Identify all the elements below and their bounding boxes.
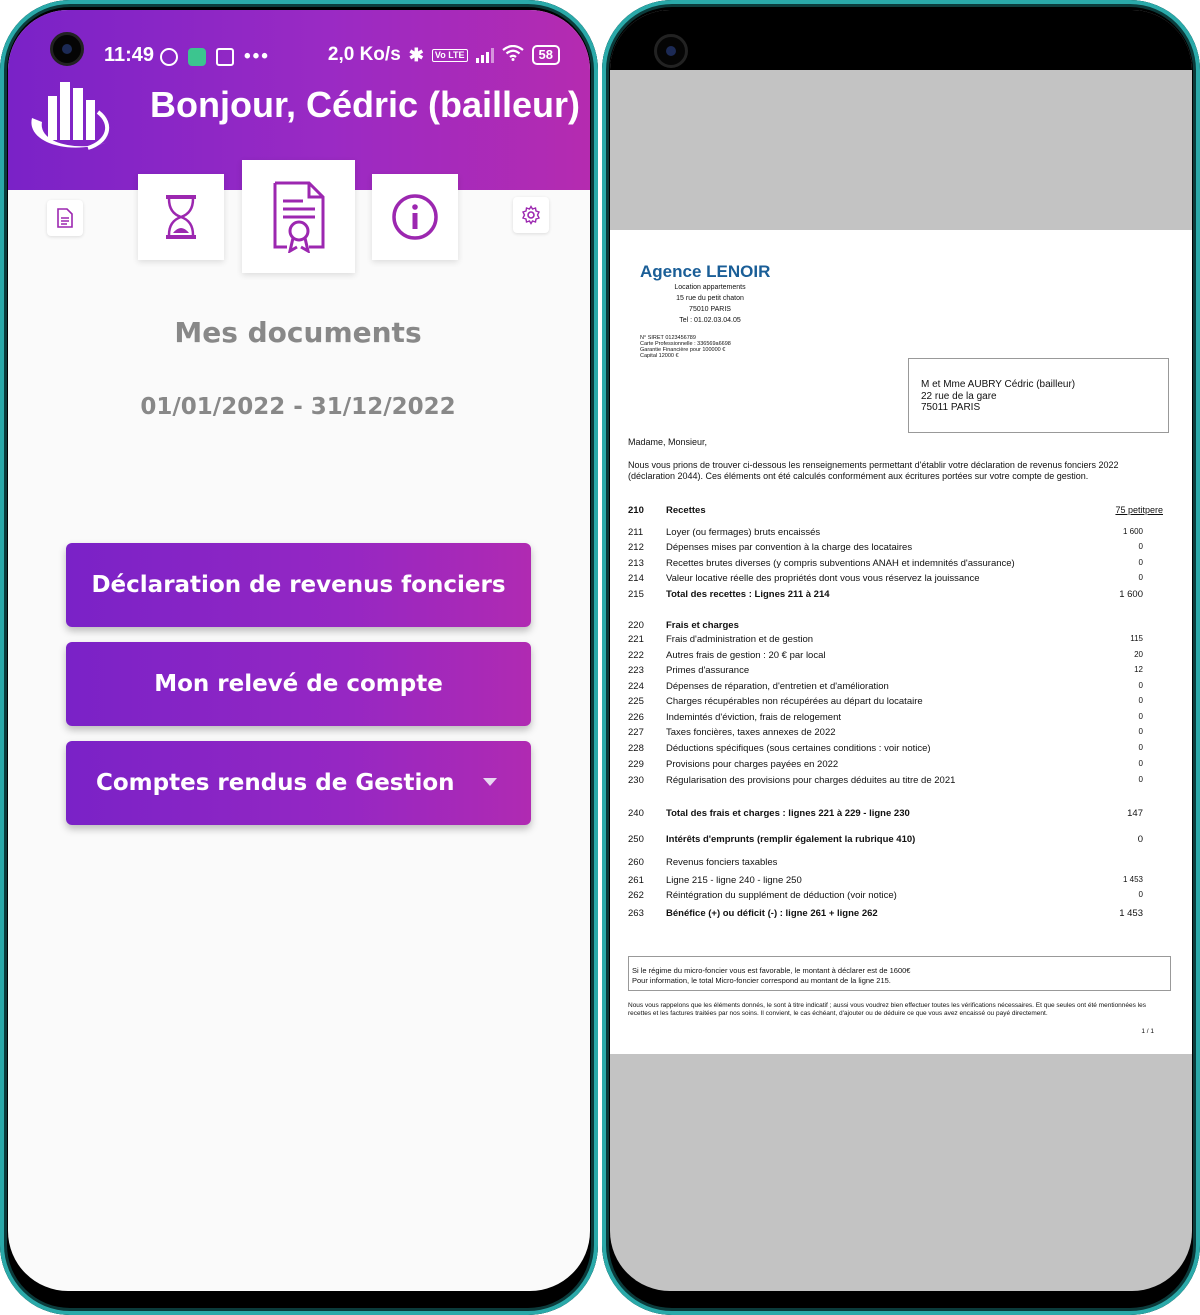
row-value: 0 <box>1138 573 1143 582</box>
recipient-street: 22 rue de la gare <box>921 390 997 402</box>
row-value: 12 <box>1134 665 1143 674</box>
row-value: 0 <box>1138 696 1143 705</box>
row-label: Régularisation des provisions pour charges déduites au titre de 2021 <box>666 775 956 786</box>
table-row <box>628 743 1143 757</box>
table-row <box>628 727 1143 741</box>
row-label: Loyer (ou fermages) bruts encaissés <box>666 527 821 538</box>
agency-city: 75010 PARIS <box>689 306 731 313</box>
row-label: Dépenses de réparation, d'entretien et d'amélioration <box>666 681 889 692</box>
date-range: 01/01/2022 - 31/12/2022 <box>140 394 456 420</box>
pdf-page[interactable] <box>610 230 1192 1054</box>
agency-street: 15 rue du petit chaton <box>676 295 744 302</box>
agency-carte: Carte Professionnelle : 336569a6698 <box>640 341 731 347</box>
info-icon <box>391 193 439 241</box>
table-row <box>628 573 1143 587</box>
row-number: 226 <box>628 712 644 723</box>
chevron-down-icon <box>483 778 497 786</box>
row-number: 250 <box>628 834 644 845</box>
table-row <box>628 650 1143 664</box>
row-label: Bénéfice (+) ou déficit (-) : ligne 261 + ligne 262 <box>666 908 878 919</box>
hourglass-icon <box>164 193 198 241</box>
table-row <box>628 527 1143 541</box>
agency-name: Agence LENOIR <box>640 262 771 281</box>
app-notification-icon <box>188 48 206 66</box>
bluetooth-icon: ✱ <box>408 44 424 65</box>
table-row <box>628 808 1143 822</box>
row-number: 260 <box>628 857 644 868</box>
row-label: Total des frais et charges : lignes 221 à 229 - ligne 230 <box>666 808 910 819</box>
front-camera <box>654 34 688 68</box>
table-row <box>628 634 1143 648</box>
left-phone <box>0 0 598 1315</box>
row-label: Déductions spécifiques (sous certaines conditions : voir notice) <box>666 743 931 754</box>
row-label: Dépenses mises par convention à la charge des locataires <box>666 542 913 553</box>
row-value: 0 <box>1138 542 1143 551</box>
property-label: 75 petitpere <box>1115 505 1163 515</box>
volte-icon: Vo LTE <box>432 49 468 62</box>
table-row <box>628 681 1143 695</box>
status-bar <box>8 40 590 72</box>
row-value: 0 <box>1138 743 1143 752</box>
row-label: Total des recettes : Lignes 211 à 214 <box>666 589 830 600</box>
table-row <box>628 890 1143 904</box>
row-label: Provisions pour charges payées en 2022 <box>666 759 839 770</box>
app-logo <box>28 72 112 158</box>
footer-disclaimer: Nous vous rappelons que les éléments donnés, le sont à titre indicatif ; aussi vous voudrez bien effectuer toutes les vérifications nécessaires. Et que seules ont été mentionnées les recettes et les factures traitées par nos soins. Il convient, le cas échéant, d'ajouter ou de déduire ce que vous avez encaissé ou payé directement. <box>628 1002 1147 1017</box>
tab-document[interactable] <box>47 200 83 236</box>
row-number: 261 <box>628 875 644 886</box>
table-row <box>628 775 1143 789</box>
row-number: 225 <box>628 696 644 707</box>
row-number: 263 <box>628 908 644 919</box>
table-row <box>628 620 1143 634</box>
row-number: 221 <box>628 634 644 645</box>
recipient-city: 75011 PARIS <box>921 402 981 413</box>
row-number: 211 <box>628 527 644 538</box>
row-label: Charges récupérables non récupérées au départ du locataire <box>666 696 923 707</box>
salutation: Madame, Monsieur, <box>628 437 708 447</box>
document-icon <box>57 208 73 228</box>
table-row <box>628 875 1143 889</box>
shield-icon <box>216 48 234 66</box>
row-value: 1 600 <box>1119 589 1143 600</box>
row-number: 224 <box>628 681 644 692</box>
signal-icon <box>476 47 494 63</box>
row-label: Recettes brutes diverses (y compris subventions ANAH et indemnités d'assurance) <box>666 558 1015 569</box>
table-row <box>628 589 1143 603</box>
table-row <box>628 857 1143 871</box>
row-number: 262 <box>628 890 644 901</box>
row-value: 115 <box>1130 634 1143 643</box>
row-value: 0 <box>1137 834 1143 845</box>
table-row <box>628 696 1143 710</box>
battery-icon: 58 <box>532 45 560 65</box>
status-right <box>328 44 560 66</box>
row-number: 240 <box>628 808 644 819</box>
table-row <box>628 759 1143 773</box>
agency-siret: N° SIRET 0123456789 <box>640 335 696 341</box>
row-value: 0 <box>1138 727 1143 736</box>
row-value: 20 <box>1134 650 1143 659</box>
recipient-address <box>908 358 1169 433</box>
row-value: 0 <box>1138 759 1143 768</box>
row-value: 0 <box>1138 890 1143 899</box>
declaration-label: Déclaration de revenus fonciers <box>91 572 506 598</box>
row-label: Réintégration du supplément de déduction (voir notice) <box>666 890 897 901</box>
row-number: 215 <box>628 589 644 600</box>
row-number: 228 <box>628 743 644 754</box>
agency-tel: Tel : 01.02.03.04.05 <box>679 317 741 324</box>
row-label: Frais d'administration et de gestion <box>666 634 814 645</box>
row-value: 0 <box>1138 558 1143 567</box>
row-number: 229 <box>628 759 644 770</box>
micro-foncier-note <box>628 956 1171 991</box>
status-area <box>610 10 1192 70</box>
row-value: 147 <box>1127 808 1143 819</box>
app-screen <box>8 10 590 1291</box>
row-label: Valeur locative réelle des propriétés dont vous vous réservez la jouissance <box>666 573 980 584</box>
whatsapp-icon <box>160 48 178 66</box>
note-line-1: Si le régime du micro-foncier vous est favorable, le montant à déclarer est de 1600€ <box>632 966 911 975</box>
tab-settings[interactable] <box>513 197 549 233</box>
more-notifications-icon: ••• <box>244 46 270 67</box>
status-time: 11:49 <box>104 44 155 66</box>
table-row: 210 Recettes 75 petitpere <box>628 505 1163 516</box>
gear-icon <box>521 205 541 225</box>
table-row <box>628 542 1143 556</box>
declaration-button[interactable] <box>66 543 531 627</box>
pdf-viewer-screen <box>610 10 1192 1291</box>
row-label: Frais et charges <box>666 620 739 631</box>
row-label: Primes d'assurance <box>666 665 750 676</box>
tab-info[interactable] <box>372 174 458 260</box>
table-row <box>628 908 1143 922</box>
network-speed: 2,0 Ko/s <box>327 44 401 65</box>
comptes-rendus-button[interactable] <box>66 741 531 825</box>
row-number: 213 <box>628 558 644 569</box>
row-number: 230 <box>628 775 644 786</box>
row-value: 0 <box>1138 681 1143 690</box>
page-title: Mes documents <box>174 316 422 349</box>
row-label: Taxes foncières, taxes annexes de 2022 <box>666 727 836 738</box>
right-phone <box>602 0 1200 1315</box>
row-label: Autres frais de gestion : 20 € par local <box>666 650 826 661</box>
table-row <box>628 665 1143 679</box>
agency-garantie: Garantie Financière pour 100000 € <box>640 347 726 353</box>
row-number: 223 <box>628 665 644 676</box>
row-label: Revenus fonciers taxables <box>666 857 778 868</box>
row-label: Indemintés d'éviction, frais de relogement <box>666 712 842 723</box>
certificate-icon <box>273 181 325 253</box>
note-line-2: Pour information, le total Micro-foncier correspond au montant de la ligne 215. <box>632 975 891 985</box>
table-row <box>628 712 1143 726</box>
tab-documents[interactable] <box>242 160 355 273</box>
greeting-title: Bonjour, Cédric (bailleur) <box>150 84 581 125</box>
recipient-name: M et Mme AUBRY Cédric (bailleur) <box>921 379 1076 390</box>
row-value: 0 <box>1138 712 1143 721</box>
row-label: Intérêts d'emprunts (remplir également la rubrique 410) <box>666 834 916 845</box>
page-number: 1 / 1 <box>1141 1028 1154 1035</box>
wifi-icon <box>502 45 524 66</box>
row-value: 1 600 <box>1122 527 1143 536</box>
row-number: 222 <box>628 650 644 661</box>
releve-button[interactable] <box>66 642 531 726</box>
tab-pending[interactable] <box>138 174 224 260</box>
intro-paragraph: Nous vous prions de trouver ci-dessous les renseignements permettant d'établir votre déclaration de revenus fonciers 2022 (déclaration 2044). Ces éléments ont été calculés conformément aux écritures portées sur votre compte de gestion. <box>628 460 1119 481</box>
row-value: 1 453 <box>1119 908 1143 919</box>
row-value: 1 453 <box>1122 875 1143 884</box>
row-label: Ligne 215 - ligne 240 - ligne 250 <box>666 875 802 886</box>
row-number: 212 <box>628 542 644 553</box>
notification-icons <box>160 46 270 68</box>
row-number: 227 <box>628 727 644 738</box>
table-row <box>628 558 1143 572</box>
comptes-rendus-label: Comptes rendus de Gestion <box>96 770 455 796</box>
table-row <box>628 834 1143 848</box>
row-number: 214 <box>628 573 644 584</box>
row-value: 0 <box>1138 775 1143 784</box>
agency-subtitle: Location appartements <box>674 284 746 291</box>
row-number: 220 <box>628 620 644 631</box>
agency-capital: Capital 12000 € <box>640 353 679 359</box>
releve-label: Mon relevé de compte <box>154 671 443 697</box>
front-camera <box>50 32 84 66</box>
